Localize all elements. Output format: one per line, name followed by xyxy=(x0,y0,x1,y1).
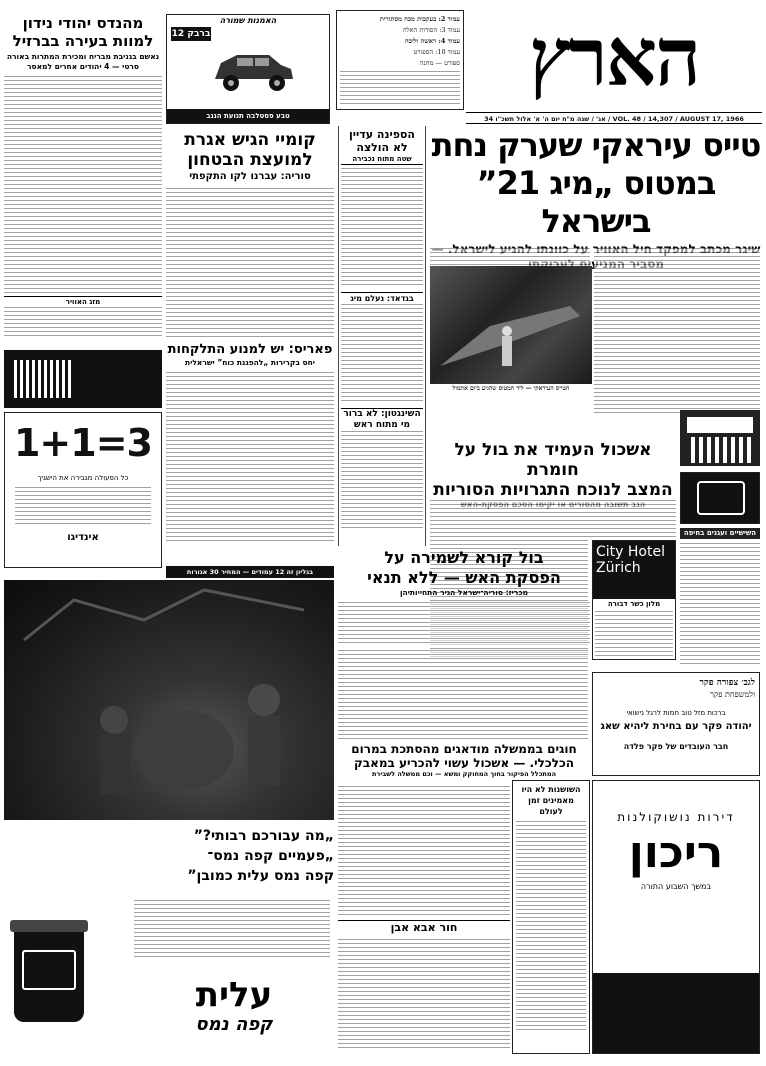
formula-brand: אינדיגו xyxy=(67,532,99,543)
wedding-from: חבר העובדים של פקר פלדה xyxy=(623,742,729,751)
bull-body xyxy=(338,650,588,740)
rishon-top: דירות נושוקולנות xyxy=(617,810,735,824)
hurva-headline-line2: הכלכלי. — אשכול עשוי להכריע במאבק xyxy=(353,756,575,770)
wedding-family: ולמשפחת פקר xyxy=(710,690,755,699)
hurva-body xyxy=(338,786,510,1054)
hurva-headline-line1: חוגים בממשלה מודאגים מהסתכת במרום xyxy=(351,742,577,756)
middle-headline-line1: אשכול העמיד את בול על חומרת xyxy=(454,440,652,480)
formula-text: 1+1=3 xyxy=(13,421,152,465)
col-a-box1-title: בגדאד: נעלם מיג xyxy=(341,292,423,304)
lead-photo xyxy=(430,266,592,384)
hurva-story xyxy=(338,742,590,782)
hurva-sub: המתכלל הפיקור בחוך המחוקק ומשא — וכם ממשלה לשבירת xyxy=(371,770,557,778)
col-c-headline: מהנדס יהודי נידון למוות בעירה בברזיל xyxy=(12,14,154,50)
hor-title: חור אבא אבן xyxy=(338,920,510,935)
hash-title: השושנות לא היו מאמינים זמן לעולם xyxy=(521,785,581,816)
dateline: 34 אג' / שנה מ"ח יום ה' א' אלול תשכ"ו / VOL. 48 / 14,307 / AUGUST 17, 1966 xyxy=(466,112,762,124)
bull-sub: מכריז: סוריה־ישראל הגיר התחייותיהן xyxy=(399,588,528,597)
wedding-to: לגב׳ צפורה פקר xyxy=(699,678,755,688)
masthead-title: הארץ xyxy=(528,10,700,104)
weather-title: מזג האוויר xyxy=(4,296,162,307)
car-icon xyxy=(207,45,297,95)
middle-body xyxy=(430,500,676,540)
elite-sub: קפה נמס xyxy=(195,1014,273,1035)
col-b-sub: סוריה: עברנו לקו התקפתי xyxy=(189,171,311,182)
city-hotel-name: City Hotel Zürich xyxy=(593,541,675,599)
middle-headline xyxy=(430,440,676,500)
lead-photo-caption: הטייס העיראקי — ליד המטוס שהגיע ביום אתמול xyxy=(452,385,570,392)
index-item: עמוד 4: ראשה וליבה xyxy=(404,37,460,45)
hash-box xyxy=(512,780,590,1054)
formula-sub: כל הפעולה מגבירה את הישגיך xyxy=(37,474,129,482)
car-ad xyxy=(166,14,330,124)
rishon-sub: במשך השבוע התורה xyxy=(640,882,712,891)
elite-brand: עלית xyxy=(195,975,273,1015)
cafe-column xyxy=(680,528,760,668)
promo-box-2 xyxy=(680,472,760,524)
middle-headline-line2: המצב לנוכח התגרויות הסוריות xyxy=(433,480,673,500)
lead-body-mid xyxy=(430,248,590,268)
car-brand: ברבק 12 xyxy=(171,29,211,39)
index-item: עמוד 10: הספורט xyxy=(413,48,460,56)
masthead xyxy=(466,8,762,113)
car-ad-footer: טבע פסטלבה תנועת הנגב xyxy=(167,109,329,123)
city-hotel-sub: מלון כשר דבורה xyxy=(607,600,661,608)
wedding-ad xyxy=(592,672,760,776)
lead-headline-line2: במטוס „מיג 21” בישראל xyxy=(476,164,716,240)
promo-box-1 xyxy=(680,410,760,466)
col-b-headline-line2: למועצת הבטחון xyxy=(187,150,313,170)
index-item: עמוד 3: הסודות האלה xyxy=(402,26,460,34)
formula-ad xyxy=(4,412,162,568)
paris-title: פאריס: יש למנוע התלקחות xyxy=(167,342,333,357)
paris-sub: יחס בקרירות „להפגנת כוח” ישראלית xyxy=(184,358,315,367)
bull-story xyxy=(338,548,590,648)
coffee-ad xyxy=(4,826,334,1058)
page-count-strip: בגליון זה 12 עמודים — המחיר 30 אגורות xyxy=(166,566,334,578)
rishon-ad xyxy=(592,780,760,1054)
index-item: ספורט — מחנה xyxy=(419,59,460,67)
index-item: עמוד 2: בעקבות מכה מסתורית xyxy=(379,15,460,23)
rishon-brand: ריכון xyxy=(628,827,724,878)
wedding-names: יהודה פקר עם בחירת ליהיא שאג xyxy=(600,721,752,732)
col-c xyxy=(4,14,162,348)
col-a-sub: שטה מתוח נכבירה xyxy=(341,154,423,165)
coffee-slogan-3: קפה נמס עלית כמובן” xyxy=(187,868,334,884)
main-photo xyxy=(4,580,334,820)
car-ad-title: האמנות שמורה xyxy=(219,16,277,25)
left-dark-ad xyxy=(4,350,162,408)
col-a-headline: הספינה עדיין לא הולצה xyxy=(349,128,415,154)
coffee-slogan-1: „מה עבורכם רבותי?” xyxy=(193,828,334,844)
col-c-sub: נאשם בגניבת מבריח ומכירת המתרות באורה סרטי — 4 יהודים אחרים למאסר xyxy=(6,52,160,71)
col-b xyxy=(166,130,334,560)
col-a-box2-title: השינגטון: לא ברור מי מתוח ראש xyxy=(341,408,423,431)
index-box xyxy=(336,10,464,110)
bull-headline-line2: הפסקת האש — ללא תנאי xyxy=(367,568,561,587)
lead-body-right xyxy=(594,248,760,413)
lead-headline-line1: טייס עיראקי שערק נחת xyxy=(431,126,761,164)
col-a xyxy=(338,126,426,546)
bull-headline-line1: בול קורא לשמירה על xyxy=(384,548,544,567)
wedding-body: ברכות מזל טוב חמות לרגל נישואי xyxy=(626,709,726,717)
cafe-title: השישיים ועגנים בחיפה xyxy=(680,528,760,539)
city-hotel-ad xyxy=(592,540,676,660)
lead-headline xyxy=(430,126,762,246)
coffee-jar xyxy=(14,926,84,1022)
coffee-slogan-2: „פעמיים קפה נמס־ xyxy=(207,848,334,864)
col-b-headline-line1: קומיי הגיש אגרת xyxy=(184,130,316,150)
